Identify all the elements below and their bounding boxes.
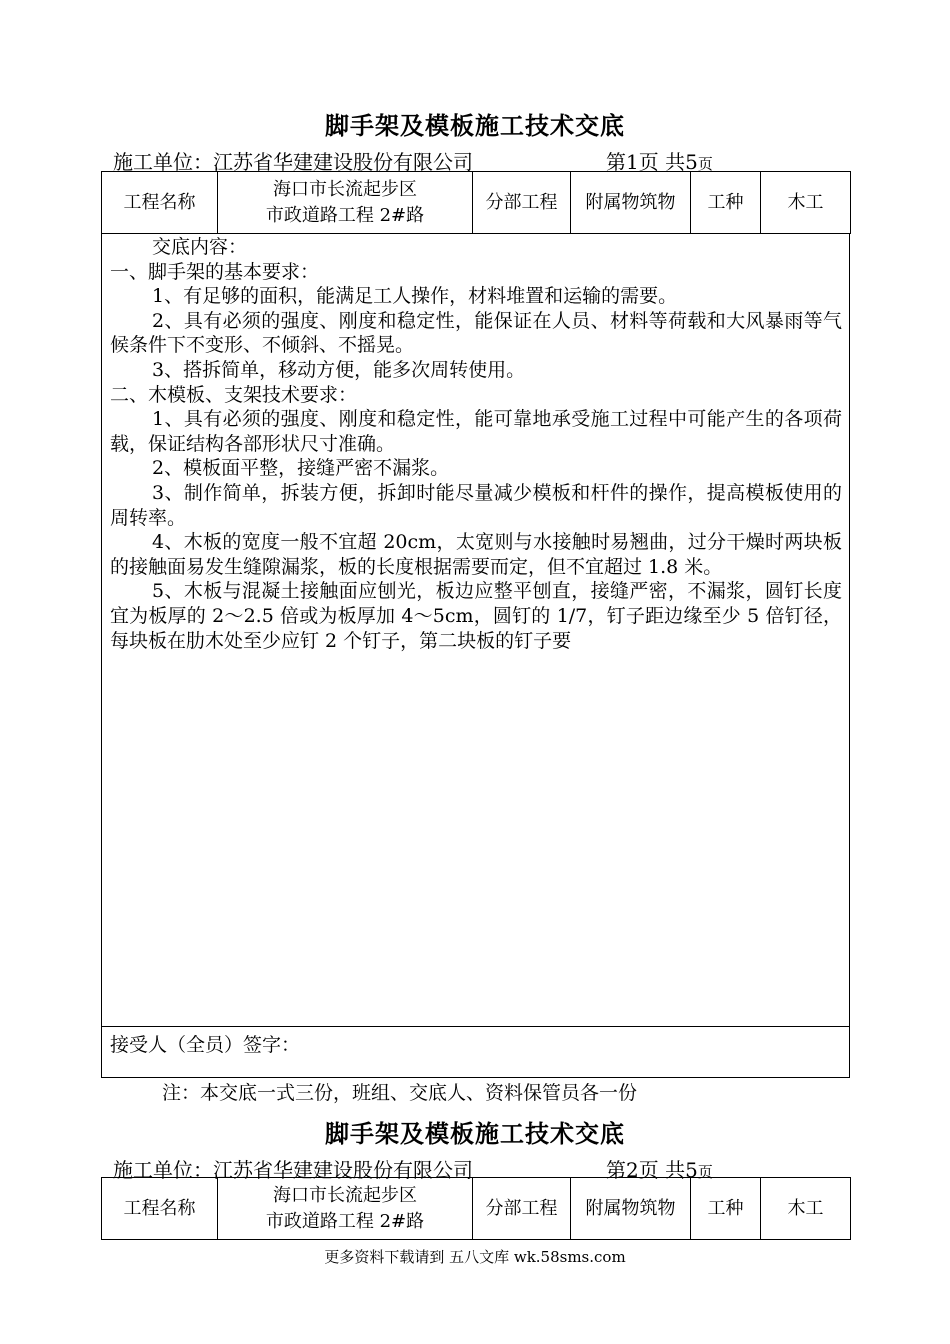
project-name-value: 海口市长流起步区 市政道路工程 2#路	[218, 1178, 473, 1240]
item-1-1: 1、有足够的面积，能满足工人操作，材料堆置和运输的需要。	[152, 285, 678, 308]
page-number: 1	[626, 150, 639, 174]
trade-value: 木工	[761, 172, 851, 234]
item-2-3: 3、制作简单，拆装方便，拆卸时能尽量减少模板和杆件的操作，提高模板使用的周转率。	[110, 481, 842, 529]
signature-label: 接受人（全员）签字：	[110, 1034, 301, 1056]
project-name-value: 海口市长流起步区 市政道路工程 2#路	[218, 172, 473, 234]
item-1-3: 3、搭拆简单，移动方便，能多次周转使用。	[152, 358, 526, 381]
page-total: 5	[685, 150, 698, 174]
item-2-4: 4、木板的宽度一般不宜超 20cm，太宽则与水接触时易翘曲，过分干燥时两块板的接触面易发生缝隙漏浆，板的长度根据需要而定，但不宜超过 1.8 米。	[110, 531, 842, 578]
content-intro: 交底内容：	[152, 236, 248, 258]
page-indicator: 第2页 共5页	[606, 1158, 713, 1182]
section-heading-1: 一、脚手架的基本要求：	[110, 260, 320, 283]
construction-unit: 施工单位：江苏省华建建设股份有限公司	[113, 1158, 473, 1182]
construction-unit: 施工单位：江苏省华建建设股份有限公司	[113, 150, 473, 174]
footnote: 注：本交底一式三份，班组、交底人、资料保管员各一份	[162, 1082, 638, 1104]
trade-value: 木工	[761, 1178, 851, 1240]
project-name-label: 工程名称	[102, 1178, 218, 1240]
item-1-2: 2、具有必须的强度、刚度和稳定性，能保证在人员、材料等荷载和大风暴雨等气候条件下不变形、不倾斜、不摇晃。	[110, 309, 842, 357]
project-info-table	[101, 171, 851, 234]
page-indicator: 第1页 共5页	[606, 150, 713, 174]
disclosure-content	[110, 235, 842, 653]
trade-label: 工种	[691, 172, 761, 234]
item-2-5: 5、木板与混凝土接触面应刨光，板边应整平刨直，接缝严密，不漏浆，圆钉长度宜为板厚的 2～2.5 倍或为板厚加 4～5cm，圆钉的 1/7，钉子距边缘至少 5 倍钉径，每块板在肋木处至少应钉 2 个钉子，第二块板的钉子要	[110, 580, 842, 652]
subproject-label: 分部工程	[473, 172, 571, 234]
subproject-label: 分部工程	[473, 1178, 571, 1240]
item-2-1: 1、具有必须的强度、刚度和稳定性，能可靠地承受施工过程中可能产生的各项荷载，保证结构各部形状尺寸准确。	[110, 408, 842, 455]
page-title: 脚手架及模板施工技术交底	[325, 1119, 625, 1148]
page-title: 脚手架及模板施工技术交底	[325, 111, 625, 140]
footer-text: 更多资料下载请到 五八文库 wk.58sms.com	[324, 1248, 626, 1266]
subproject-value: 附属物筑物	[571, 172, 691, 234]
section-heading-2: 二、木模板、支架技术要求：	[110, 383, 358, 406]
project-info-table	[101, 1177, 851, 1240]
item-2-2: 2、模板面平整，接缝严密不漏浆。	[152, 457, 450, 480]
project-name-label: 工程名称	[102, 172, 218, 234]
page-number: 2	[626, 1158, 639, 1182]
subproject-value: 附属物筑物	[571, 1178, 691, 1240]
page-total: 5	[685, 1158, 698, 1182]
trade-label: 工种	[691, 1178, 761, 1240]
